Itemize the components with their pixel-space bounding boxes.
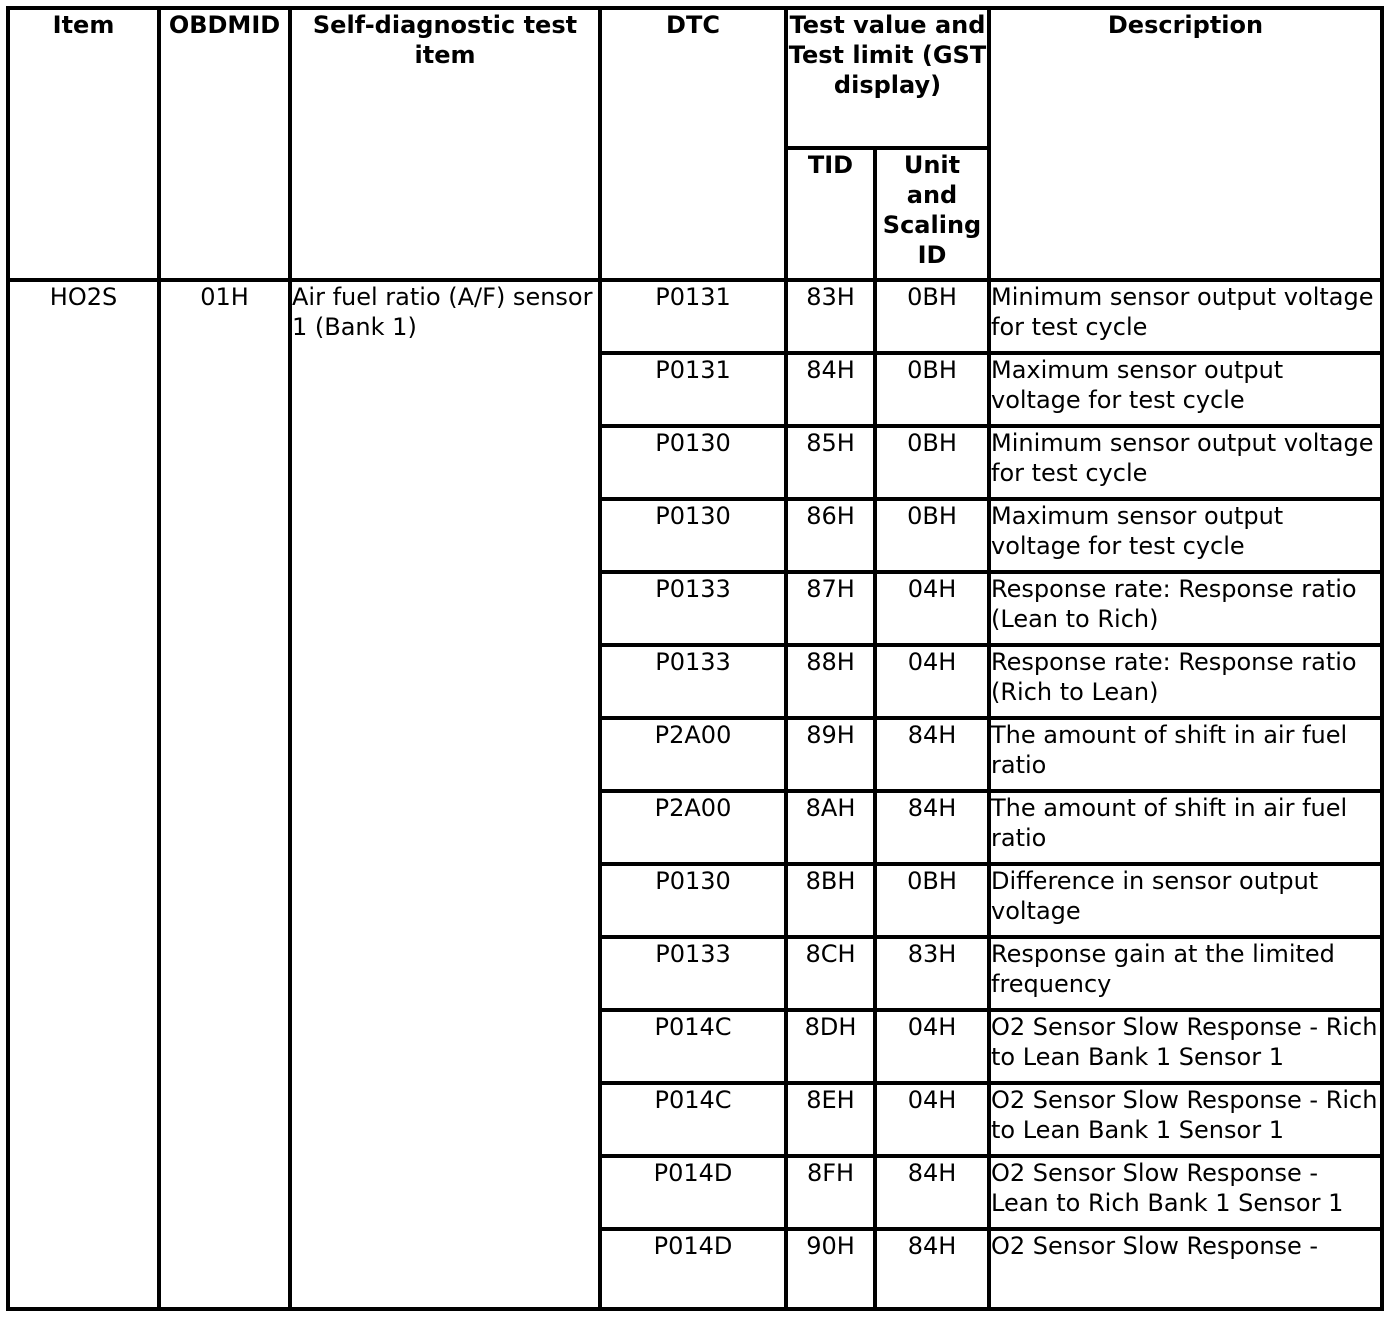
header-self-diagnostic-test-item: Self-diagnostic test item: [290, 8, 600, 280]
cell-unit: 84H: [875, 1156, 989, 1229]
obd-monitor-table: [6, 6, 1384, 1311]
cell-tid: 8CH: [786, 937, 875, 1010]
cell-dtc: P0133: [600, 572, 786, 645]
cell-dtc: P0131: [600, 353, 786, 426]
header-row-1: [8, 8, 1382, 148]
cell-dtc: P0131: [600, 280, 786, 353]
cell-self-diagnostic-test-item: Air fuel ratio (A/F) sensor 1 (Bank 1): [290, 280, 600, 1309]
cell-description: O2 Sensor Slow Response -: [989, 1229, 1382, 1309]
cell-tid: 84H: [786, 353, 875, 426]
cell-dtc: P0133: [600, 645, 786, 718]
cell-item: HO2S: [8, 280, 159, 1309]
cell-description: Response gain at the limited frequency: [989, 937, 1382, 1010]
cell-obdmid: 01H: [159, 280, 290, 1309]
cell-tid: 90H: [786, 1229, 875, 1309]
cell-description: Minimum sensor output voltage for test cycle: [989, 426, 1382, 499]
cell-description: The amount of shift in air fuel ratio: [989, 791, 1382, 864]
cell-unit: 0BH: [875, 864, 989, 937]
cell-unit: 83H: [875, 937, 989, 1010]
cell-dtc: P014D: [600, 1156, 786, 1229]
cell-unit: 04H: [875, 645, 989, 718]
cell-unit: 0BH: [875, 280, 989, 353]
cell-tid: 8FH: [786, 1156, 875, 1229]
header-tid: TID: [786, 148, 875, 280]
header-dtc: DTC: [600, 8, 786, 280]
header-description: Description: [989, 8, 1382, 280]
cell-dtc: P2A00: [600, 791, 786, 864]
header-unit-and-scaling-id: Unit and Scaling ID: [875, 148, 989, 280]
cell-description: O2 Sensor Slow Response - Rich to Lean Bank 1 Sensor 1: [989, 1083, 1382, 1156]
cell-tid: 8EH: [786, 1083, 875, 1156]
cell-description: Difference in sensor output voltage: [989, 864, 1382, 937]
cell-description: O2 Sensor Slow Response - Lean to Rich Bank 1 Sensor 1: [989, 1156, 1382, 1229]
cell-unit: 04H: [875, 572, 989, 645]
header-test-value-and-limit: Test value and Test limit (GST display): [786, 8, 989, 148]
cell-tid: 8BH: [786, 864, 875, 937]
cell-dtc: P0130: [600, 426, 786, 499]
cell-tid: 85H: [786, 426, 875, 499]
header-item: Item: [8, 8, 159, 280]
cell-description: Maximum sensor output voltage for test cycle: [989, 499, 1382, 572]
cell-description: The amount of shift in air fuel ratio: [989, 718, 1382, 791]
cell-tid: 89H: [786, 718, 875, 791]
cell-unit: 0BH: [875, 426, 989, 499]
cell-unit: 84H: [875, 1229, 989, 1309]
cell-dtc: P014C: [600, 1083, 786, 1156]
cell-tid: 88H: [786, 645, 875, 718]
cell-tid: 86H: [786, 499, 875, 572]
table-row: [8, 280, 1382, 353]
cell-unit: 04H: [875, 1010, 989, 1083]
cell-unit: 0BH: [875, 353, 989, 426]
cell-unit: 04H: [875, 1083, 989, 1156]
cell-tid: 8DH: [786, 1010, 875, 1083]
cell-tid: 8AH: [786, 791, 875, 864]
cell-dtc: P0130: [600, 499, 786, 572]
cell-description: O2 Sensor Slow Response - Rich to Lean Bank 1 Sensor 1: [989, 1010, 1382, 1083]
cell-unit: 0BH: [875, 499, 989, 572]
cell-description: Minimum sensor output voltage for test cycle: [989, 280, 1382, 353]
cell-unit: 84H: [875, 718, 989, 791]
cell-dtc: P014D: [600, 1229, 786, 1309]
cell-description: Maximum sensor output voltage for test cycle: [989, 353, 1382, 426]
cell-dtc: P0130: [600, 864, 786, 937]
cell-dtc: P0133: [600, 937, 786, 1010]
header-obdmid: OBDMID: [159, 8, 290, 280]
cell-tid: 87H: [786, 572, 875, 645]
cell-description: Response rate: Response ratio (Lean to Rich): [989, 572, 1382, 645]
cell-unit: 84H: [875, 791, 989, 864]
cell-description: Response rate: Response ratio (Rich to Lean): [989, 645, 1382, 718]
cell-dtc: P2A00: [600, 718, 786, 791]
cell-dtc: P014C: [600, 1010, 786, 1083]
cell-tid: 83H: [786, 280, 875, 353]
